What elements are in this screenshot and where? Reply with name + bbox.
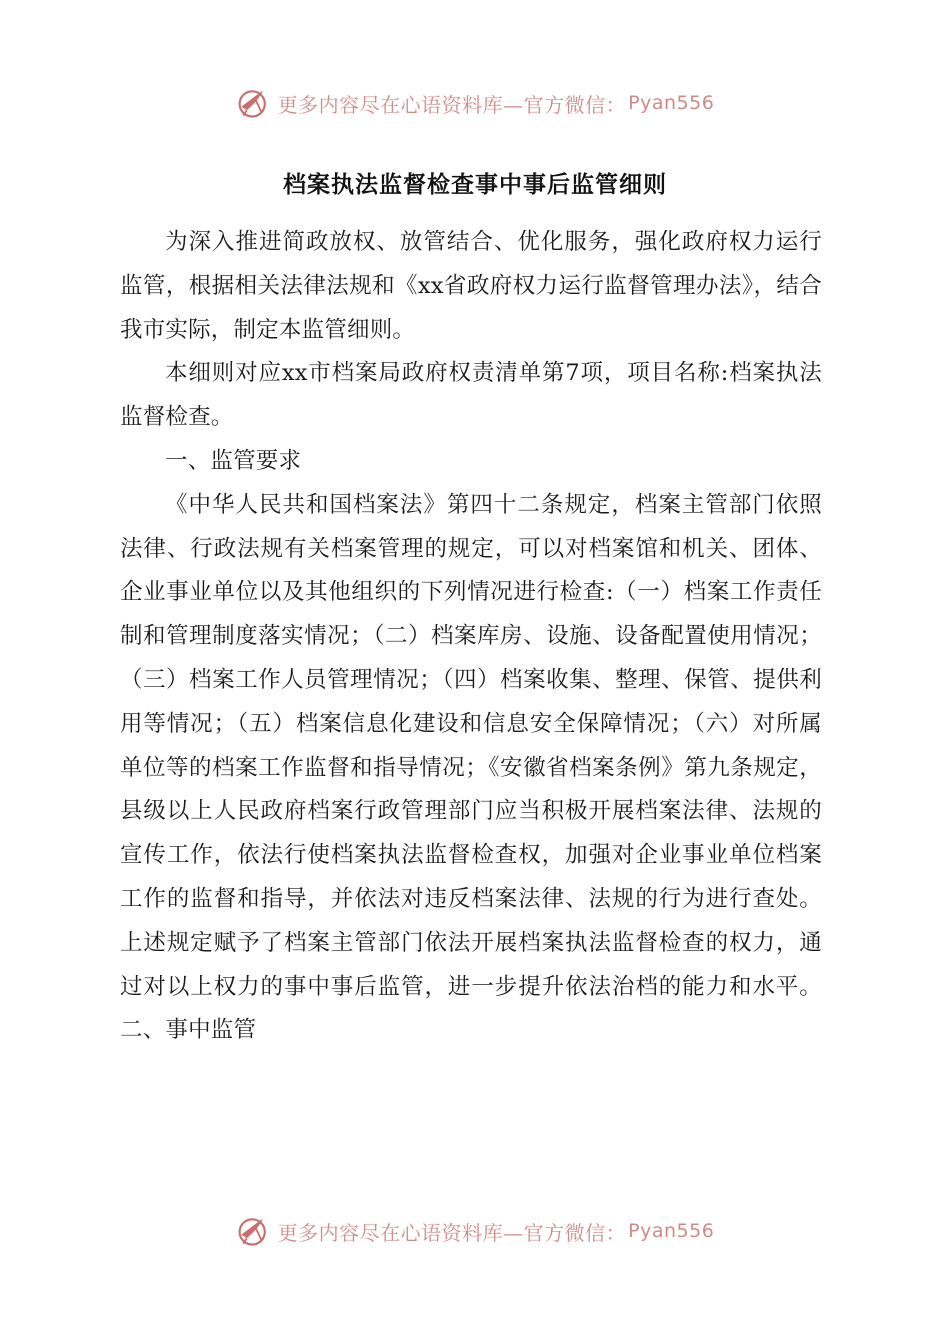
watermark-handle: Pyan556 [628, 1220, 715, 1242]
watermark-text: 更多内容尽在心语资料库—官方微信： [277, 92, 627, 117]
quill-pen-circle-icon [236, 85, 272, 121]
watermark-handle: Pyan556 [628, 92, 715, 114]
paragraph-scope: 本细则对应xx市档案局政府权责清单第7项，项目名称:档案执法监督检查。 [120, 360, 822, 431]
document-title: 档案执法监督检查事中事后监管细则 [283, 172, 667, 198]
watermark-text: 更多内容尽在心语资料库—官方微信： [277, 1220, 627, 1245]
document-body [120, 221, 822, 1053]
section-heading-requirements: 一、监管要求 [165, 447, 302, 474]
header-watermark [0, 83, 950, 123]
quill-pen-circle-icon [236, 1213, 272, 1249]
footer-watermark [0, 1211, 950, 1251]
paragraph-intro: 为深入推进简政放权、放管结合、优化服务，强化政府权力运行监管，根据相关法律法规和《xx省政府权力运行监督管理办法》，结合我市实际，制定本监管细则。 [120, 229, 822, 343]
paragraph-legal-basis: 《中华人民共和国档案法》第四十二条规定，档案主管部门依照法律、行政法规有关档案管理的规定，可以对档案馆和机关、团体、企业事业单位以及其他组织的下列情况进行检查:（一）档案工作责任制和管理制度落实情况；（二）档案库房、设施、设备配置使用情况；（三）档案工作人员管理情况；（四）档案收集、整理、保管、提供利用等情况；（五）档案信息化建设和信息安全保障情况；（六）对所属单位等的档案工作监督和指导情况；《安徽省档案条例》第九条规定，县级以上人民政府档案行政管理部门应当积极开展档案法律、法规的宣传工作，依法行使档案执法监督检查权，加强对企业事业单位档案工作的监督和指导，并依法对违反档案法律、法规的行为进行查处。上述规定赋予了档案主管部门依法开展档案执法监督检查的权力，通过对以上权力的事中事后监管，进一步提升依法治档的能力和水平。二、事中监管 [120, 491, 822, 1044]
